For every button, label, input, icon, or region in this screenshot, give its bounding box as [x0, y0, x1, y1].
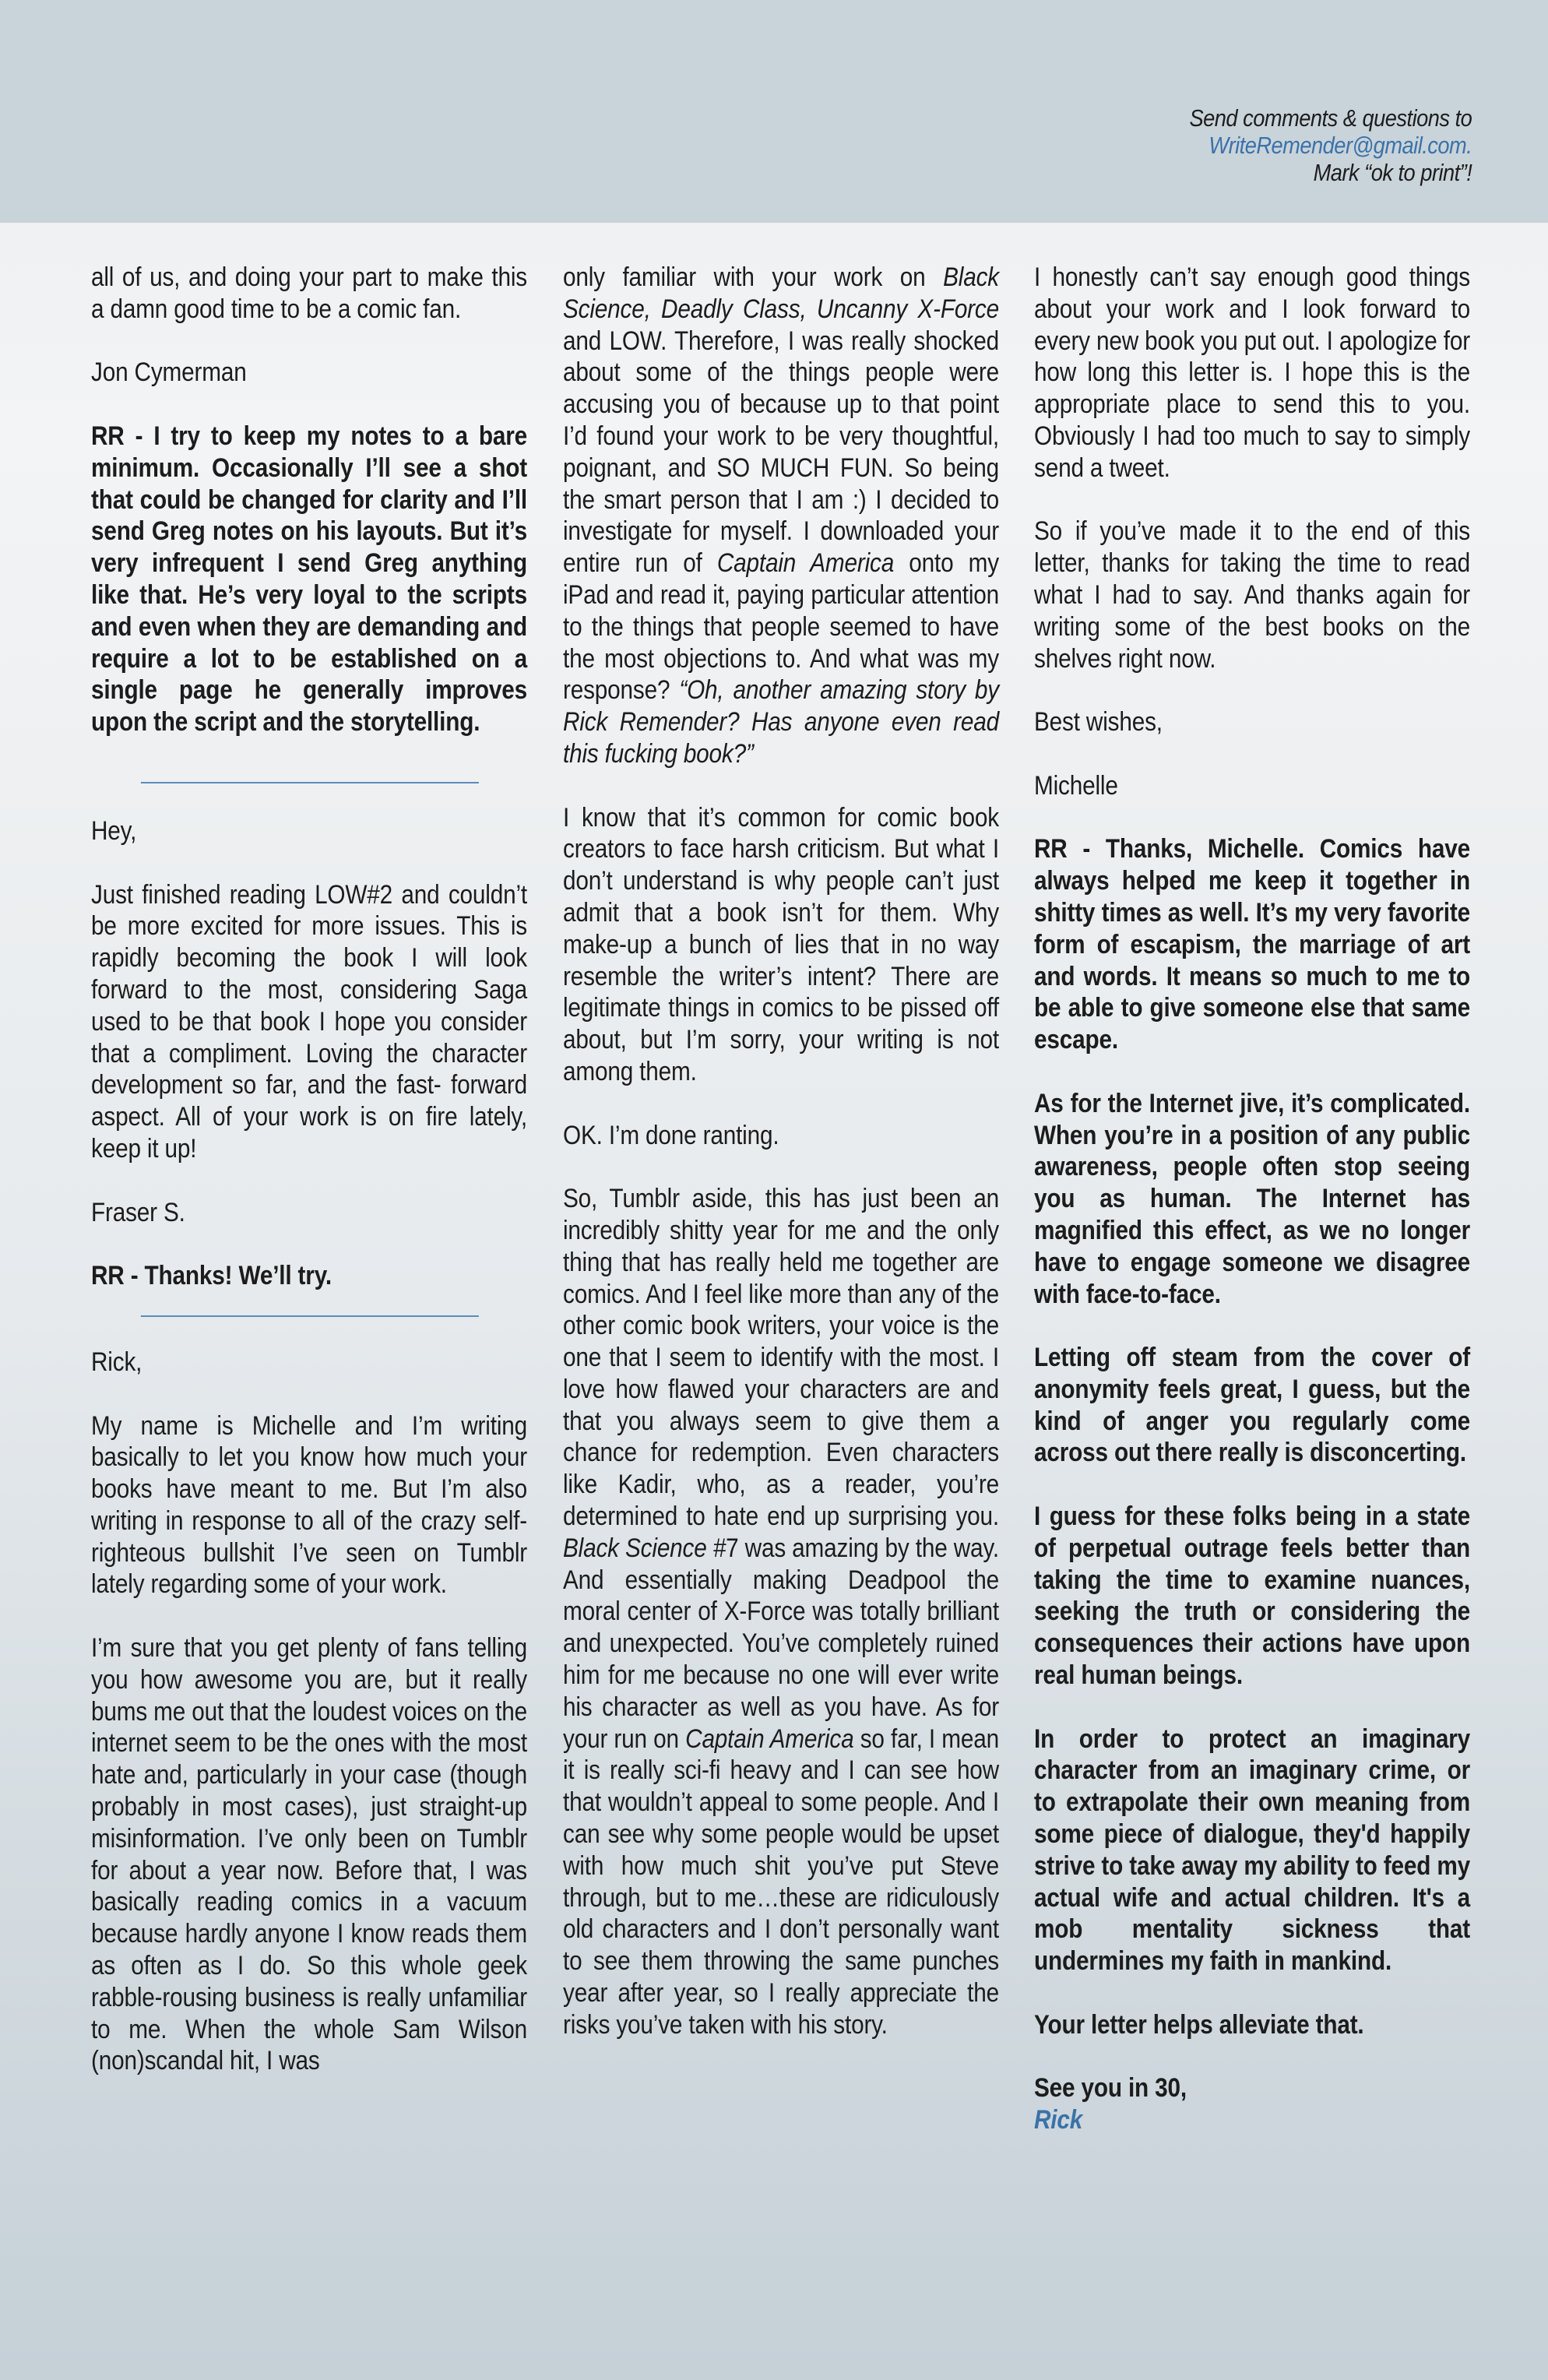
column-right [1034, 262, 1470, 2136]
letter-signature: Jon Cymerman [91, 357, 247, 388]
text-run: 7 was amazing by the way. And essentially making Deadpool the moral center of X-Force was totally brilliant and unexpected. You’ve completely ruined him for me because no one will ever write his character as well as you have. As for your run on [563, 1533, 999, 1754]
letter-signature: Fraser S. [91, 1197, 185, 1227]
reply-signature: Rick [1034, 2105, 1083, 2135]
reply-signoff [1034, 2072, 1470, 2136]
title-italic: Black Science, Deadly Class, Uncanny X-Force [563, 262, 999, 324]
contact-email[interactable]: WriteRemender@gmail.com. [1208, 132, 1472, 159]
letter-paragraph [563, 1183, 999, 2041]
letter-paragraph: Just finished reading LOW#2 and couldn’t be more excited for more issues. This is rapidly becoming the book I will look forward to the most, considering Saga used to be that book I hope you consider that a compliment. Loving the character development so far, and the fast- forward aspect. All of your work is on fire lately, keep it up! [91, 879, 527, 1164]
text-run: and LOW. Therefore, I was really shocked about some of the things people were accusing you of because up to that point I’d found your work to be very thoughtful, poignant, and SO MUCH FUN. So being the smart person that I am :) I decided to investigate for myself. I downloaded your entire run of [563, 326, 999, 579]
reply-paragraph: RR - Thanks! We’ll try. [91, 1261, 332, 1291]
letter-greeting: Rick, [91, 1347, 142, 1377]
text-run: so far, I mean it is really sci-fi heavy and I can see how that wouldn’t appeal to some people. And I can see why some people would be upset with how much shit you’ve put Steve through, but to me…these are ridiculously old characters and I don’t personally want to see them throwing the same punches year after year, so I really appreciate the risks you’ve taken with his story. [563, 1723, 999, 2040]
reply-paragraph: I guess for these folks being in a state of perpetual outrage feels better than taking the time to examine nuances, seeking the truth or considering the consequences their actions have upon real human beings. [1034, 1502, 1470, 1691]
reply-paragraph: RR - Thanks, Michelle. Comics have always helped me keep it together in shitty times as well. It’s my very favorite form of escapism, the marriage of art and words. It means so much to me to be able to give someone else that same escape. [1034, 834, 1470, 1055]
text-run: So, Tumblr aside, this has just been an incredibly shitty year for me and the only thing that has really held me together are comics. And I feel like more than any of the other comic book writers, your voice is the one that I seem to identify with the most. I love how flawed your characters are and that you always seem to give them a chance for redemption. Even characters like Kadir, who, as a reader, you’re determined to hate end up surprising you. [563, 1184, 999, 1532]
reply-paragraph: As for the Internet jive, it’s complicated. When you’re in a position of any public awareness, people often stop seeing you as human. The Internet has magnified this effect, as we no longer have to engage someone we disagree with face-to-face. [1034, 1088, 1470, 1309]
reply-closing: See you in 30, [1034, 2073, 1187, 2104]
column-left [91, 262, 527, 2077]
title-italic: Black Science # [563, 1533, 727, 1563]
reply-paragraph: RR - I try to keep my notes to a bare minimum. Occasionally I’ll see a shot that could be changed for clarity and I’ll send Greg notes on his layouts. But it’s very infrequent I send Greg anything like that. He’s very loyal to the scripts and even when they are demanding and require a lot to be established on a single page he generally improves upon the script and the storytelling. [91, 421, 527, 738]
reply-paragraph: In order to protect an imaginary character from an imaginary crime, or to extrapolate their own meaning from some piece of dialogue, they'd happily strive to take away my ability to feed my actual wife and actual children. It's a mob mentality sickness that undermines my faith in mankind. [1034, 1723, 1470, 1977]
letter-closing: Best wishes, [1034, 707, 1163, 738]
reply-paragraph: Letting off steam from the cover of anonymity feels great, I guess, but the kind of anger you regularly come across out there really is disconcerting. [1034, 1343, 1470, 1468]
contact-note [1189, 104, 1472, 186]
column-middle [563, 262, 999, 2041]
letter-greeting: Hey, [91, 815, 137, 846]
text-run: onto my iPad and read it, paying particular attention to the things that people seemed to have the most objections to. And what was my response? [563, 548, 999, 706]
letter-paragraph: OK. I’m done ranting. [563, 1120, 779, 1150]
letter-paragraph [563, 262, 999, 770]
reply-paragraph: Your letter helps alleviate that. [1034, 2009, 1364, 2040]
letter-paragraph: all of us, and doing your part to make this a damn good time to be a comic fan. [91, 262, 527, 324]
title-italic: Captain America [685, 1723, 854, 1754]
contact-line: Send comments & questions to [1189, 104, 1472, 132]
letter-paragraph: I know that it’s common for comic book creators to face harsh criticism. But what I don’t understand is why people can’t just admit that a book isn’t for them. Why make-up a bunch of lies that in no way resemble the writer’s intent? There are legitimate things in comics to be pissed off about, but I’m sorry, your writing is not among them. [563, 802, 999, 1086]
letter-paragraph: I’m sure that you get plenty of fans telling you how awesome you are, but it really bums me out that the loudest voices on the internet seem to be the ones with the most hate and, particularly in your case (though probably in most cases), just straight-up misinformation. I’ve only been on Tumblr for about a year now. Before that, I was basically reading comics in a vacuum because hardly anyone I know reads them as often as I do. So this whole geek rabble-rousing business is really unfamiliar to me. When the whole Sam Wilson (non)scandal hit, I was [91, 1633, 527, 2076]
letter-paragraph: So if you’ve made it to the end of this letter, thanks for taking the time to read what I had to say. And thanks again for writing some of the best books on the shelves right now. [1034, 516, 1470, 674]
quote-italic: “Oh, another amazing story by Rick Remender? Has anyone even read this fucking book?” [563, 675, 999, 769]
title-italic: Captain America [716, 548, 895, 579]
text-run: only familiar with your work on [563, 262, 944, 292]
section-divider [141, 782, 479, 783]
letter-paragraph: My name is Michelle and I’m writing basically to let you know how much your books have meant to me. But I’m also writing in response to all of the crazy self-righteous bullshit I’ve seen on Tumblr lately regarding some of your work. [91, 1410, 527, 1600]
section-divider [141, 1315, 479, 1317]
contact-ok-to-print: Mark “ok to print”! [1313, 159, 1472, 186]
letter-paragraph: I honestly can’t say enough good things about your work and I look forward to every new book you put out. I apologize for how long this letter is. I hope this is the appropriate place to send this to you. Obviously I had too much to say to simply send a tweet. [1034, 262, 1470, 483]
letter-signature: Michelle [1034, 770, 1118, 801]
